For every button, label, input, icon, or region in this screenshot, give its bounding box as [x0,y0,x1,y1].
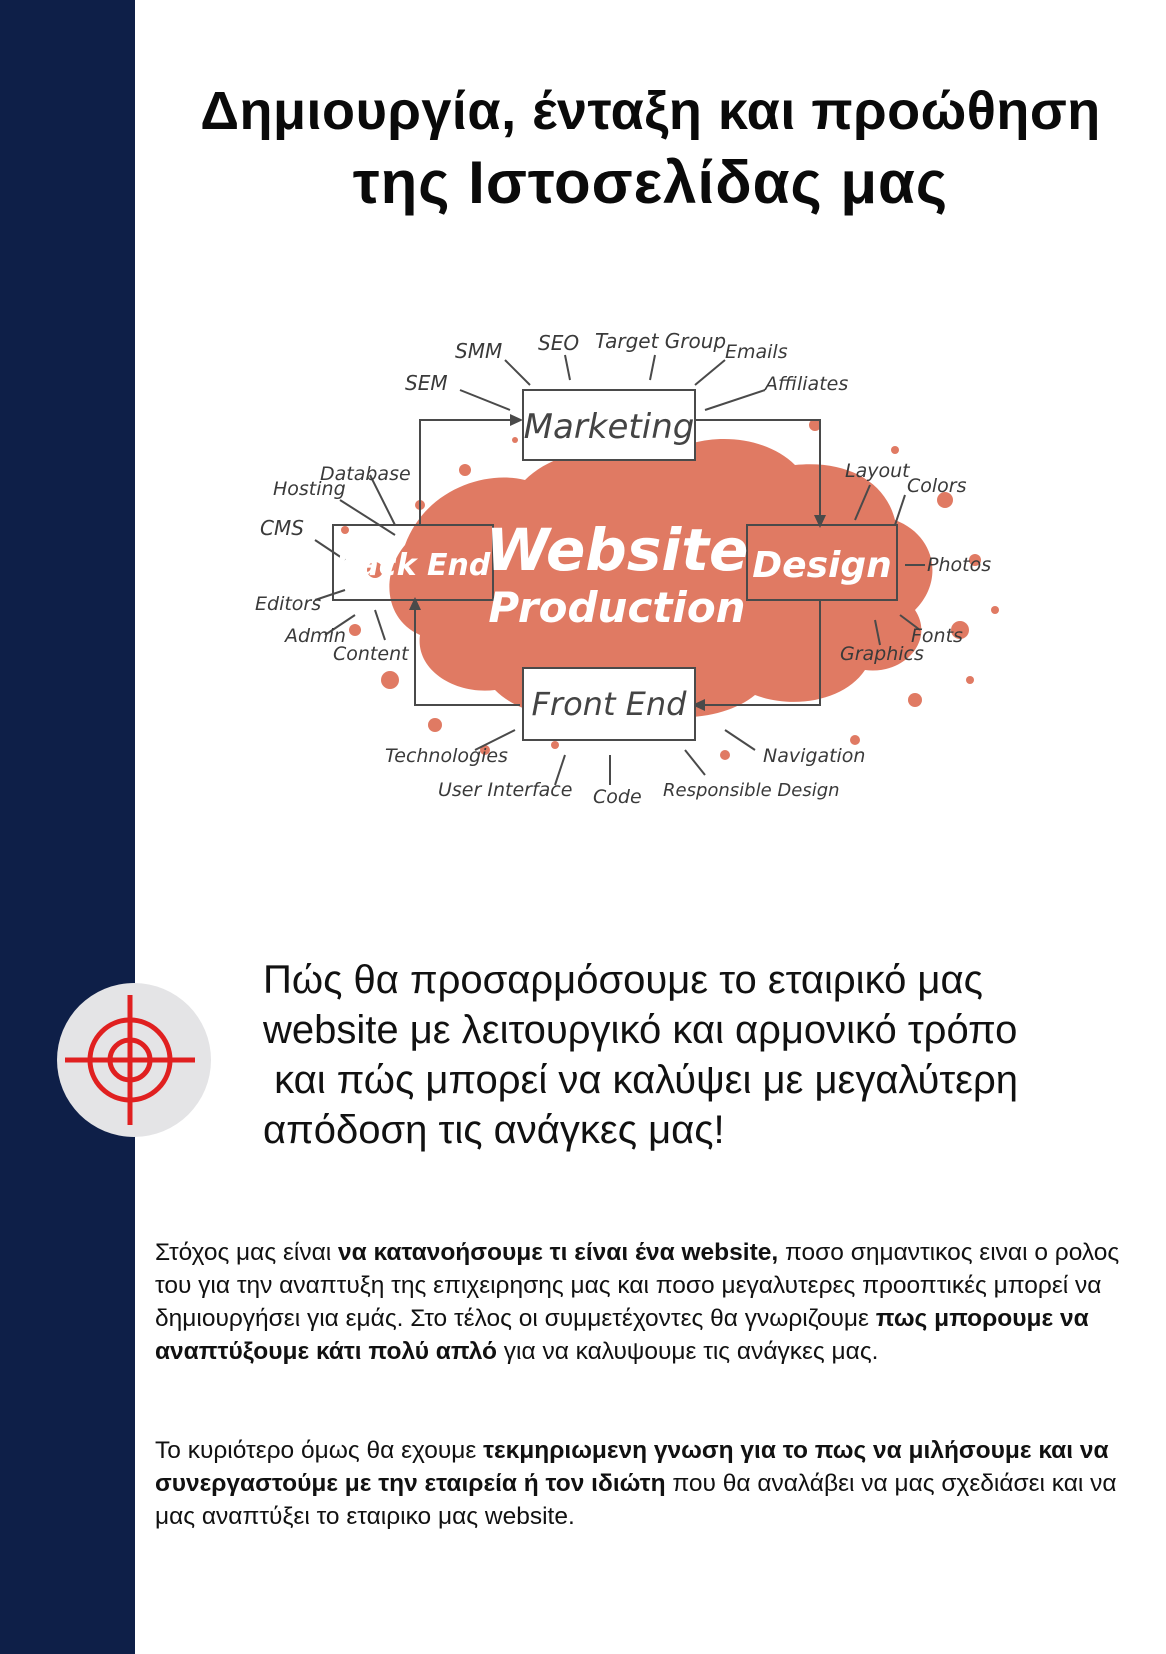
keyword-sem: SEM [405,371,448,395]
keyword-navigation: Navigation [763,745,866,767]
target-crosshair-icon [57,983,211,1137]
left-sidebar-band [0,0,135,1654]
keyword-fonts: Fonts [911,625,963,647]
box-marketing [523,390,695,460]
center-title-production: Production [488,583,746,632]
goal-bold-1: να κατανοήσουμε τι είναι ένα website, [337,1239,779,1266]
keyword-user-interface: User Interface [438,779,573,801]
keyword-affiliates: Affiliates [765,373,849,395]
goal-text-1: Στόχος μας είναι [155,1239,338,1266]
goal-paragraph [155,1236,1135,1368]
intro-question-line-4: απόδοση τις ανάγκες μας! [263,1108,725,1152]
box-frontend-label: Front End [531,685,687,723]
keyword-photos: Photos [927,554,992,576]
page-title-line-2: της Ιστοσελίδας μας [352,149,949,216]
keyword-emails: Emails [725,341,788,363]
box-backend-label: Back End [335,548,491,583]
keyword-seo: SEO [538,331,580,355]
keyword-code: Code [593,786,642,808]
intro-question-line-1: Πώς θα προσαρμόσουμε το εταιρικό μας [263,958,983,1002]
keyword-responsible-design: Responsible Design [663,780,840,801]
keyword-target-group: Target Group [595,330,727,353]
website-production-diagram [255,330,1055,860]
keyword-hosting: Hosting [273,478,346,500]
intro-question-line-3: και πώς μπορεί να καλύψει με μεγαλύτερη [263,1058,1018,1102]
box-design-label: Design [752,545,892,586]
intro-question [263,955,1123,1155]
website-production-illustration [255,330,1055,860]
main-point-bold-1: τεκμηριωμενη γνωση για το πως να μιλήσουμε και να συνεργαστούμε με την εταιρεία ή τον ιδιώτη [155,1437,1109,1497]
keyword-admin: Admin [285,625,346,647]
keyword-editors: Editors [255,593,322,615]
keyword-graphics: Graphics [840,643,924,665]
page-title-line-1: Δημιουργία, ένταξη και προώθηση [200,81,1101,141]
keyword-smm: SMM [455,339,503,363]
goal-bold-2: πως μπορουμε να αναπτύξουμε κάτι πολύ απλό [155,1305,1089,1365]
main-point-text-1: Το κυριότερο όμως θα εχουμε [155,1437,484,1464]
keyword-layout: Layout [845,460,910,482]
intro-question-line-2: website με λειτουργικό και αρμονικό τρόπο [263,1008,1018,1052]
keyword-database: Database [320,463,411,485]
box-marketing-label: Marketing [523,407,695,447]
box-frontend [523,668,695,740]
main-point-text-2: που θα αναλάβει να μας σχεδιάσει και να μας αναπτύξει το εταιρικο μας website. [155,1470,1117,1530]
keyword-cms: CMS [260,516,304,540]
keyword-technologies: Technologies [385,745,508,767]
target-badge [57,983,211,1137]
keyword-content: Content [333,643,409,665]
main-point-paragraph [155,1434,1135,1533]
goal-text-3: για να καλυψουμε τις ανάγκες μας. [496,1338,879,1365]
keyword-colors: Colors [907,475,967,497]
center-title-website: Website [485,516,749,584]
goal-text-2: ποσο σημαντικος ειναι ο ρολος του για την αναπτυξη της επιχειρησης μας και ποσο μεγαλυτερες προοπτικές μπορεί να δημιουργήσει για εμάς. Στο τέλος οι συμμετέχοντες θα γνωριζουμε [155,1239,1120,1332]
